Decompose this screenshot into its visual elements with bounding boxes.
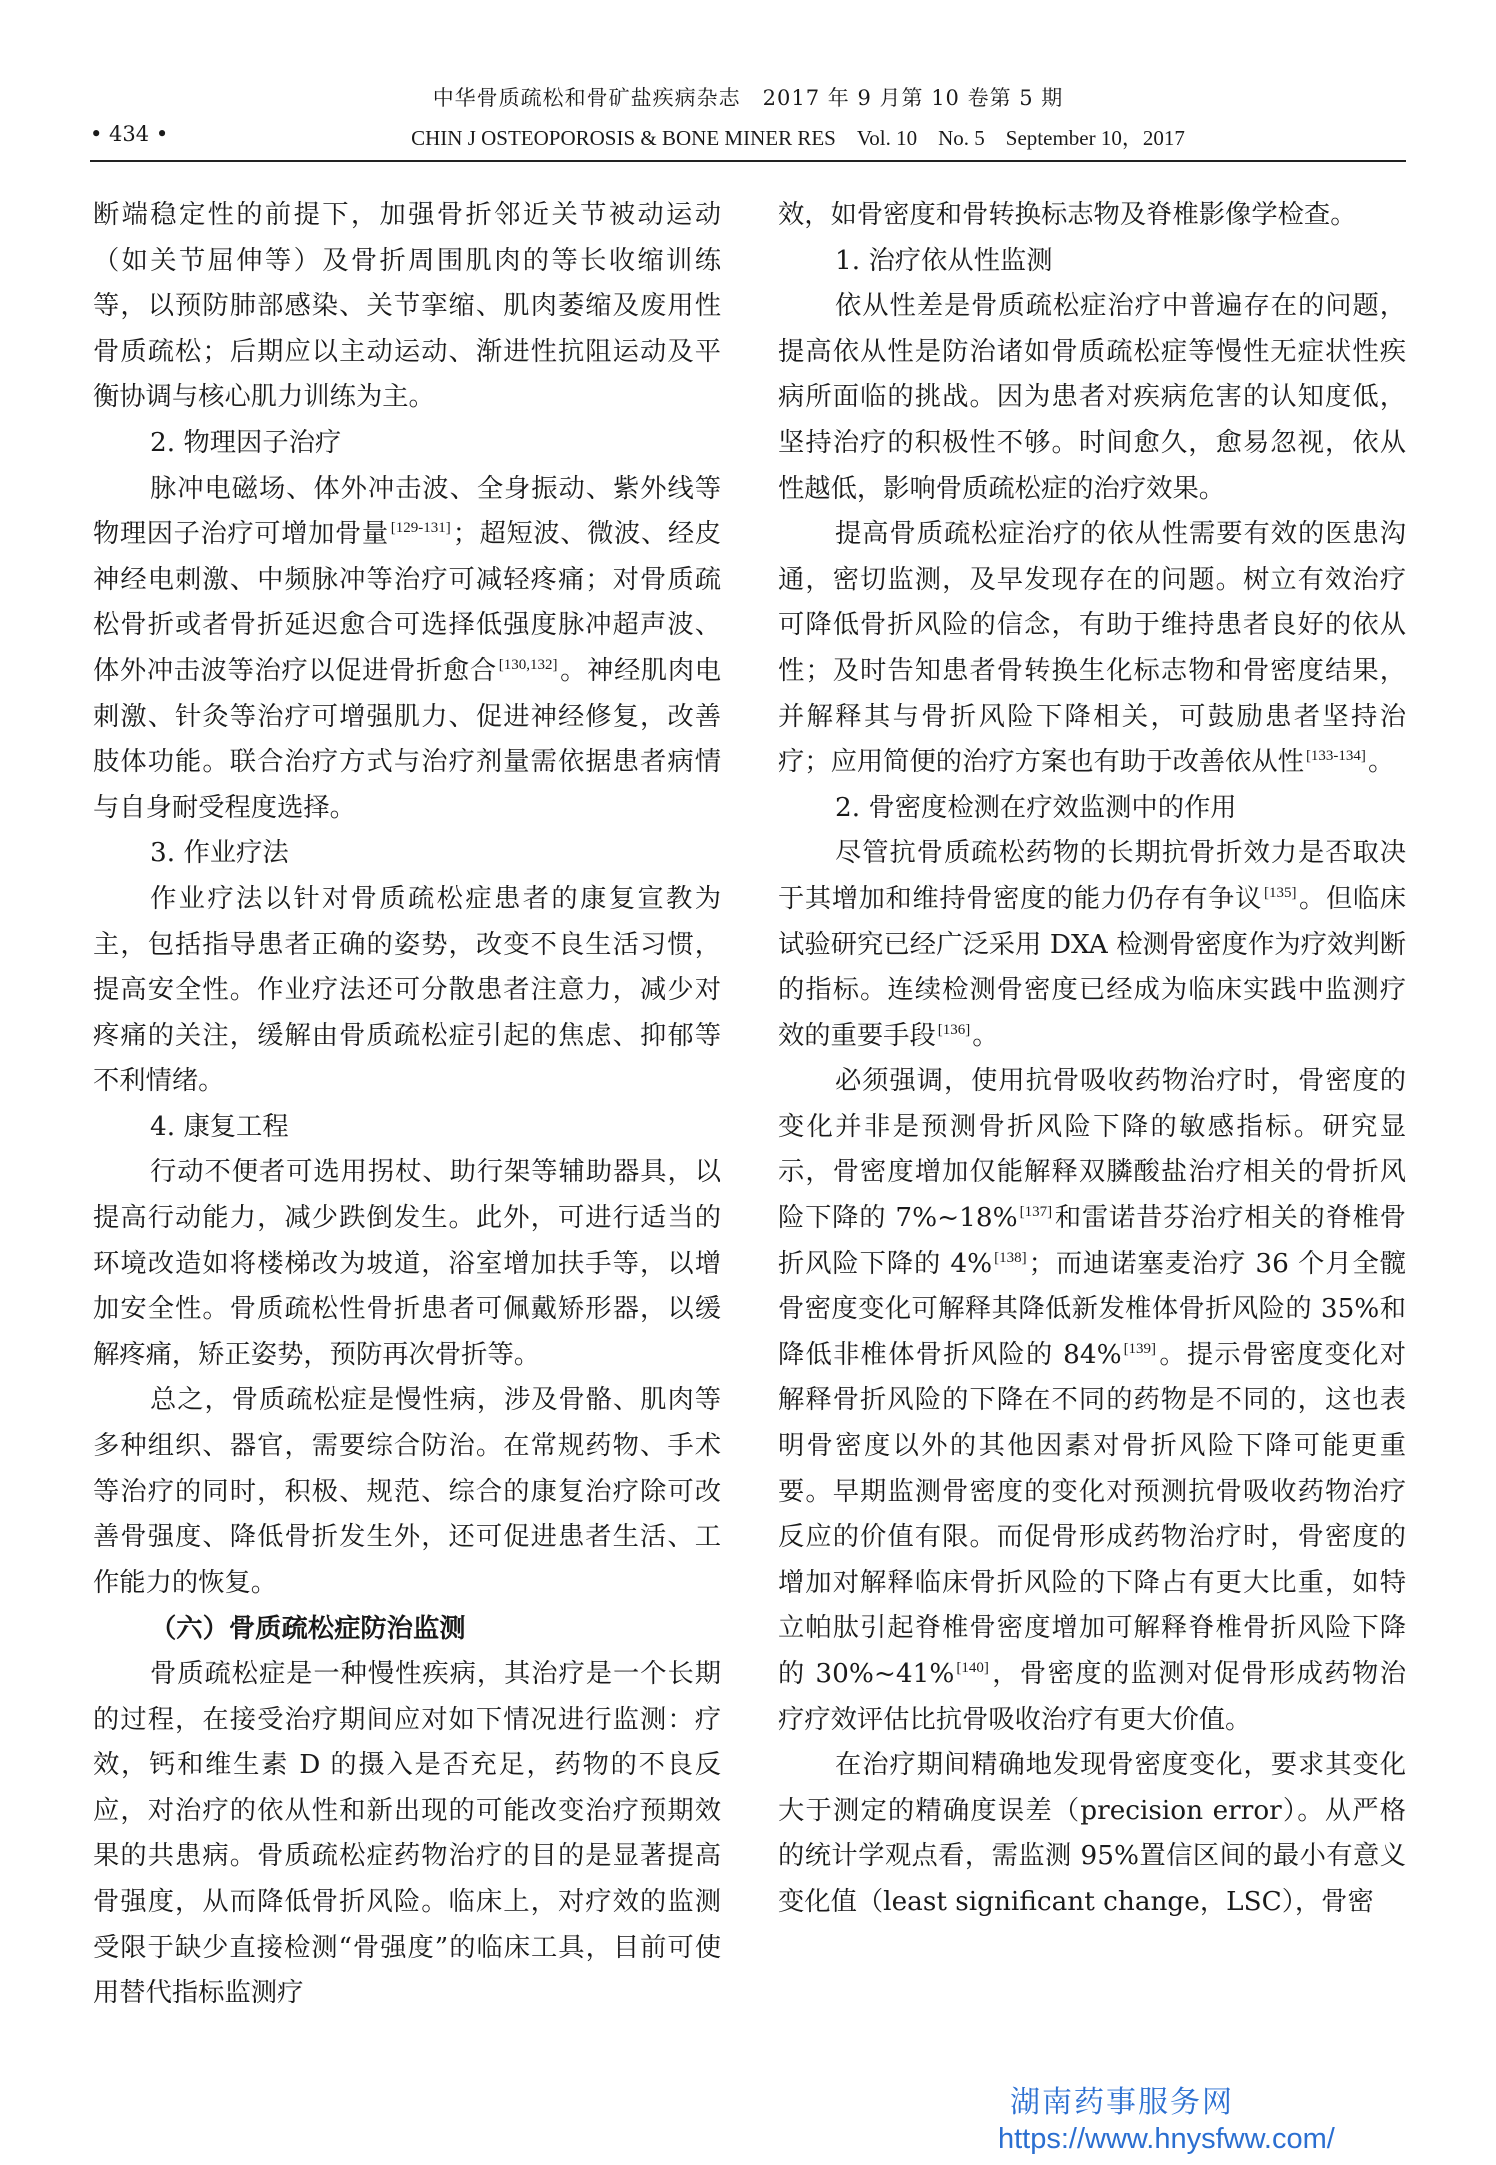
paragraph-text: 断端稳定性的前提下，加强骨折邻近关节被动运动（如关节屈伸等）及骨折周围肌肉的等长收缩训练等，以预防肺部感染、关节挛缩、肌肉萎缩及废用性骨质疏松；后期应以主动运动、渐进性抗阻运动及平衡协调与核心肌力训练为主。 <box>93 200 721 413</box>
citation: [129-131] <box>390 520 451 537</box>
paragraph <box>93 1378 721 1606</box>
paragraph <box>778 284 1406 512</box>
paragraph-text: 脉冲电磁场、体外冲击波、全身振动、紫外线等物理因子治疗可增加骨量 <box>93 473 721 550</box>
journal-title-en: CHIN J OSTEOPOROSIS & BONE MINER RES Vol. 10 No. 5 September 10，2017 <box>411 126 1185 150</box>
paragraph-text: 。 <box>1367 747 1395 778</box>
section-heading: 1. 治疗依从性监测 <box>835 245 1053 276</box>
paragraph-text: 骨质疏松症是一种慢性疾病，其治疗是一个长期的过程，在接受治疗期间应对如下情况进行监测：疗效，钙和维生素 D 的摄入是否充足，药物的不良反应，对治疗的依从性和新出现的可能改变治疗预期效果的共患病。骨质疏松症药物治疗的目的是显著提高骨强度，从而降低骨折风险。临床上，对疗效的监测受限于缺少直接检测“骨强度”的临床工具，目前可使用替代指标监测疗 <box>93 1659 721 2009</box>
citation: [139] <box>1123 1341 1157 1358</box>
watermark <box>1000 2085 1420 2157</box>
page-number: • 434 • <box>90 122 169 146</box>
journal-title-cn: 中华骨质疏松和骨矿盐疾病杂志 2017 年 9 月第 10 卷第 5 期 <box>432 86 1064 110</box>
paragraph <box>778 193 1406 239</box>
right-column <box>778 193 1406 1926</box>
section-heading: 2. 物理因子治疗 <box>150 427 342 458</box>
paragraph <box>778 831 1406 1059</box>
paragraph-text: ，骨密度的监测对促骨形成药物治疗疗效评估比抗骨吸收治疗有更大价值。 <box>778 1659 1407 1735</box>
paragraph-text: 。提示骨密度变化对解释骨折风险的下降在不同的药物是不同的，这也表明骨密度以外的其他因素对骨折风险下降可能更重要。早期监测骨密度的变化对预测抗骨吸收药物治疗反应的价值有限。而促骨形成药物治疗时，骨密度的增加对解释临床骨折风险的下降占有更大比重，如特立帕肽引起脊椎骨密度增加可解释脊椎骨折风险下降的 30%~41% <box>778 1339 1407 1689</box>
paragraph-text: 总之，骨质疏松症是慢性病，涉及骨骼、肌肉等多种组织、器官，需要综合防治。在常规药物、手术等治疗的同时，积极、规范、综合的康复治疗除可改善骨强度、降低骨折发生外，还可促进患者生活、工作能力的恢复。 <box>93 1385 721 1598</box>
page-header <box>90 82 1406 166</box>
citation: [138] <box>994 1249 1027 1266</box>
paragraph <box>778 1059 1406 1743</box>
paragraph <box>93 193 721 421</box>
paragraph-text: 。 <box>972 1020 999 1051</box>
paragraph-text: 行动不便者可选用拐杖、助行架等辅助器具，以提高行动能力，减少跌倒发生。此外，可进行适当的环境改造如将楼梯改为坡道，浴室增加扶手等，以增加安全性。骨质疏松性骨折患者可佩戴矫形器，以缓解疼痛，矫正姿势，预防再次骨折等。 <box>93 1157 721 1370</box>
paragraph-text: ；超短波、微波、经皮神经电刺激、中频脉冲等治疗可减轻疼痛；对骨质疏松骨折或者骨折延迟愈合可选择低强度脉冲超声波、体外冲击波等治疗以促进骨折愈合 <box>93 519 722 686</box>
citation: [136] <box>937 1021 971 1038</box>
paragraph-text: 作业疗法以针对骨质疏松症患者的康复宣教为主，包括指导患者正确的姿势，改变不良生活习惯，提高安全性。作业疗法还可分散患者注意力，减少对疼痛的关注，缓解由骨质疏松症引起的焦虑、抑郁等不利情绪。 <box>93 883 721 1097</box>
section-heading: 2. 骨密度检测在疗效监测中的作用 <box>835 792 1237 823</box>
citation: [140] <box>956 1660 989 1677</box>
header-rule <box>90 160 1406 162</box>
paragraph <box>778 1743 1406 1925</box>
paragraph <box>93 1652 721 2017</box>
paragraph <box>93 877 721 1105</box>
paragraph <box>778 512 1406 786</box>
paragraph-text: 尽管抗骨质疏松药物的长期抗骨折效力是否取决于其增加和维持骨密度的能力仍存有争议 <box>778 838 1406 914</box>
paragraph-text: ；而迪诺塞麦治疗 36 个月全髋骨密度变化可解释其降低新发椎体骨折风险的 35%和降低非椎体骨折风险的 84% <box>778 1248 1406 1370</box>
paragraph <box>93 467 721 832</box>
paragraph-text: 提高骨质疏松症治疗的依从性需要有效的医患沟通，密切监测，及早发现存在的问题。树立有效治疗可降低骨折风险的信念，有助于维持患者良好的依从性；及时告知患者骨转换生化标志物和骨密度结果，并解释其与骨折风险下降相关，可鼓励患者坚持治疗；应用简便的治疗方案也有助于改善依从性 <box>778 519 1406 778</box>
citation: [130,132] <box>498 657 558 674</box>
left-column <box>93 193 721 2017</box>
citation: [133-134] <box>1305 748 1366 765</box>
paragraph-text: 必须强调，使用抗骨吸收药物治疗时，骨密度的变化并非是预测骨折风险下降的敏感指标。研究显示，骨密度增加仅能解释双膦酸盐治疗相关的骨折风险下降的 7%~18% <box>778 1066 1406 1234</box>
paragraph-text: 和雷诺昔芬治疗相关的脊椎骨折风险下降的 4% <box>778 1203 1407 1279</box>
section-heading: （六）骨质疏松症防治监测 <box>150 1613 466 1645</box>
paragraph <box>93 1150 721 1378</box>
section-heading: 4. 康复工程 <box>150 1111 289 1142</box>
paragraph-text: 。但临床试验研究已经广泛采用 DXA 检测骨密度作为疗效判断的指标。连续检测骨密度已经成为临床实践中监测疗效的重要手段 <box>778 883 1407 1051</box>
header-row <box>90 122 1406 154</box>
watermark-title: 湖南药事服务网 <box>1010 2085 1234 2120</box>
citation: [137] <box>1019 1204 1053 1221</box>
paragraph-text: 效，如骨密度和骨转换标志物及脊椎影像学检查。 <box>778 200 1357 230</box>
citation: [135] <box>1263 885 1297 902</box>
section-heading: 3. 作业疗法 <box>150 838 289 869</box>
watermark-url[interactable]: https://www.hnysfww.com/ <box>998 2123 1335 2155</box>
paragraph-text: 在治疗期间精确地发现骨密度变化，要求其变化大于测定的精确度误差（precision error）。从严格的统计学观点看，需监测 95%置信区间的最小有意义变化值（least significant change，LSC），骨密 <box>778 1750 1406 1917</box>
paragraph-text: 。神经肌肉电刺激、针灸等治疗可增强肌力、促进神经修复，改善肢体功能。联合治疗方式与治疗剂量需依据患者病情与自身耐受程度选择。 <box>93 655 722 823</box>
paragraph-text: 依从性差是骨质疏松症治疗中普遍存在的问题，提高依从性是防治诸如骨质疏松症等慢性无症状性疾病所面临的挑战。因为患者对疾病危害的认知度低，坚持治疗的积极性不够。时间愈久，愈易忽视，依从性越低，影响骨质疏松症的治疗效果。 <box>778 291 1406 504</box>
